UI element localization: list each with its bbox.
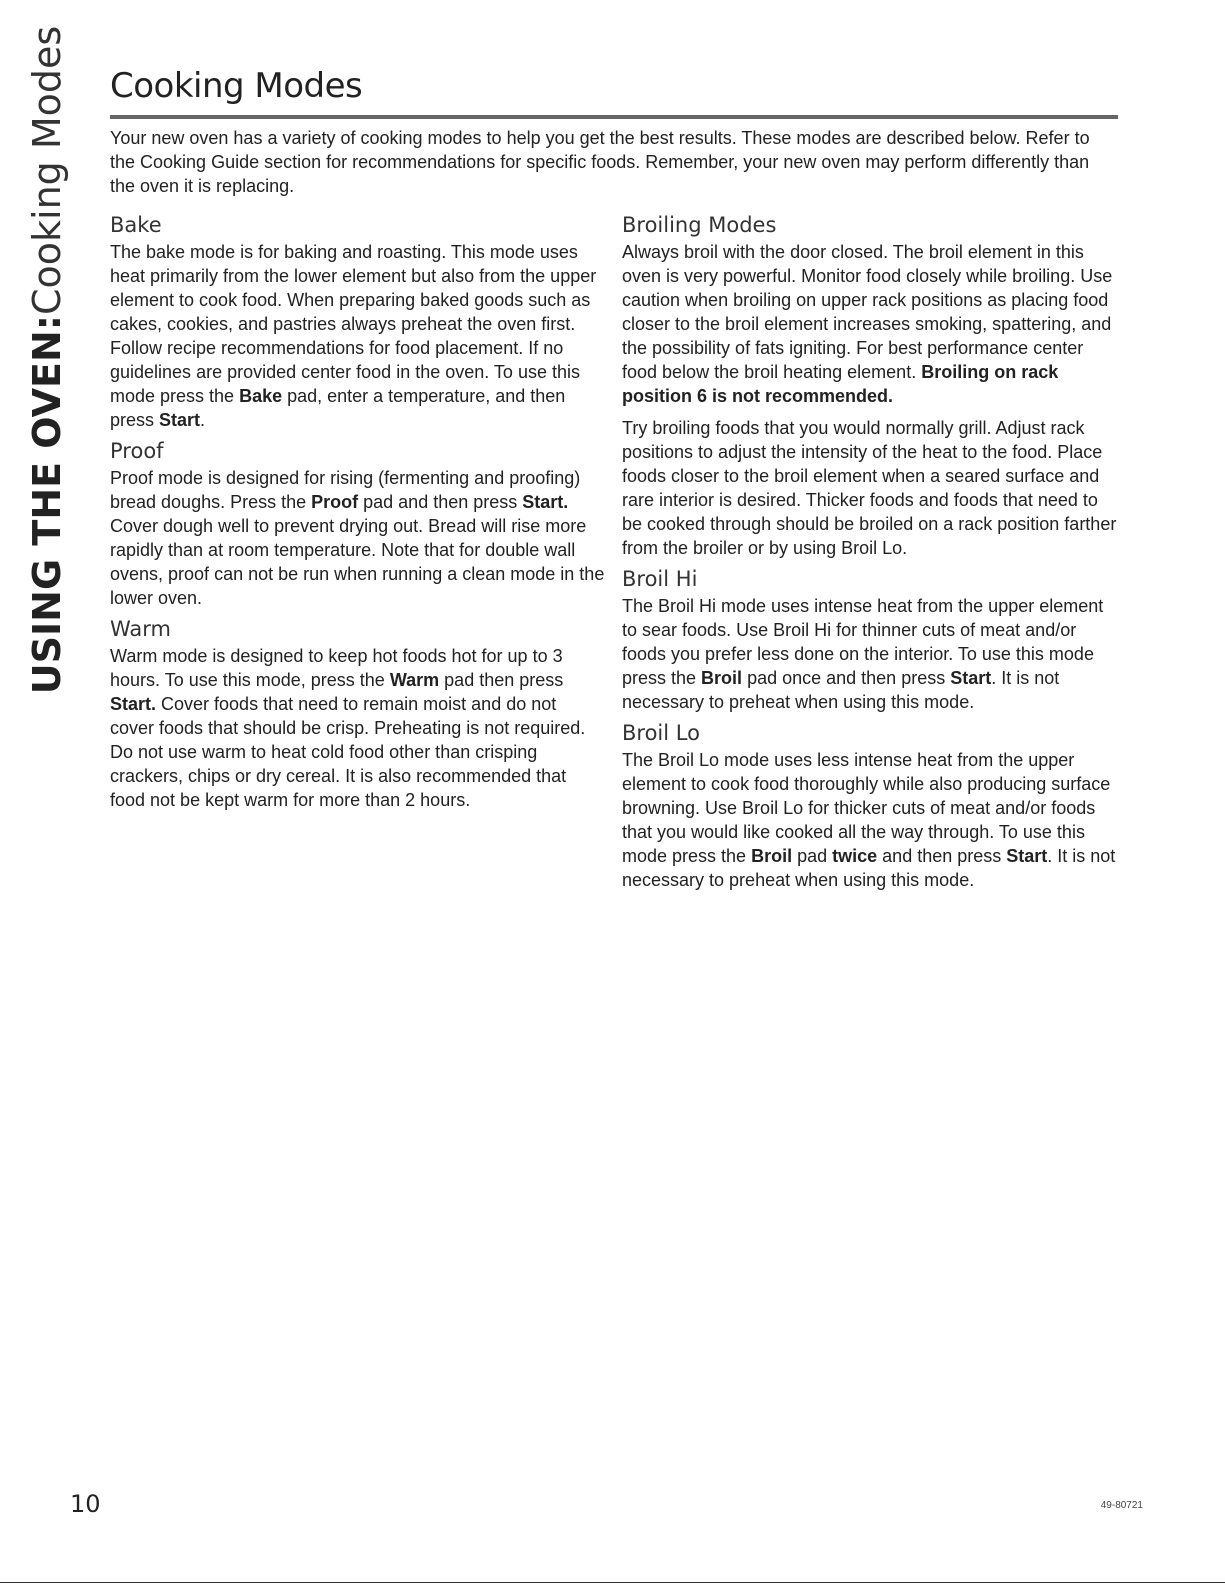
broil-lo-text-2: pad: [792, 846, 833, 866]
warm-heading: Warm: [110, 617, 172, 641]
side-tab-topic: Cooking Modes: [25, 25, 69, 316]
start-pad-label: Start: [950, 668, 992, 688]
broil-hi-text-1: The Broil Hi mode uses intense heat from the upper element to sear foods. Use Broil Hi for thinner cuts of meat and/or foods you prefer less done on the interior. To use this mode press the: [622, 596, 1104, 688]
broil-lo-text-1: The Broil Lo mode uses less intense heat from the upper element to cook food thoroughly while also producing surface browning. Use Broil Lo for thicker cuts of meat and/or foods that you would like cooked all the way through. To use this mode press the: [622, 750, 1111, 866]
start-pad-label: Start: [159, 410, 201, 430]
side-section-tab: [22, 25, 72, 695]
bake-text-3: .: [200, 410, 206, 430]
broil-lo-text-4: . It is not necessary to preheat when using this mode.: [622, 846, 1116, 890]
bake-heading: Bake: [110, 213, 162, 237]
proof-text-3: Cover dough well to prevent drying out. Bread will rise more rapidly than at room temperature. Note that for double wall ovens, proof can not be run when running a clean mode in the lower oven.: [110, 516, 605, 608]
warm-text-1: Warm mode is designed to keep hot foods hot for up to 3 hours. To use this mode, press the: [110, 646, 563, 690]
broil-hi-text-2: pad once and then press: [742, 668, 951, 688]
proof-body: [110, 466, 605, 610]
broiling-warning: Broiling on rack position 6 is not recommended.: [622, 362, 1059, 406]
start-pad-label: Start: [1006, 846, 1048, 866]
warm-section: [110, 614, 605, 812]
page-title: Cooking Modes: [110, 66, 363, 106]
broil-lo-section: [622, 718, 1122, 892]
side-tab-label: [25, 25, 69, 695]
right-column: [622, 210, 1122, 896]
twice-emphasis: twice: [832, 846, 878, 866]
start-pad-label: Start.: [522, 492, 569, 512]
title-underline: [110, 115, 1118, 119]
broiling-modes-heading: Broiling Modes: [622, 213, 777, 237]
broil-lo-body: [622, 748, 1122, 892]
broil-hi-section: [622, 564, 1122, 714]
bake-text-2: pad, enter a temperature, and then press: [110, 386, 566, 430]
broil-pad-label: Broil: [751, 846, 793, 866]
proof-heading: Proof: [110, 439, 164, 463]
broil-lo-text-3: and then press: [877, 846, 1007, 866]
broil-lo-heading: Broil Lo: [622, 721, 700, 745]
proof-text-2: pad and then press: [358, 492, 523, 512]
warm-text-2: pad then press: [439, 670, 564, 690]
bake-pad-label: Bake: [239, 386, 283, 406]
broil-hi-heading: Broil Hi: [622, 567, 698, 591]
broil-hi-text-3: . It is not necessary to preheat when using this mode.: [622, 668, 1060, 712]
page-number: 10: [70, 1490, 101, 1518]
warm-text-3: Cover foods that need to remain moist and do not cover foods that should be crisp. Preheating is not required. Do not use warm to heat cold food other than crisping crackers, chips or dry cereal. It is also recommended that food not be kept warm for more than 2 hours.: [110, 694, 586, 810]
document-code: 49-80721: [1100, 1500, 1143, 1511]
bake-text-1: The bake mode is for baking and roasting. This mode uses heat primarily from the lower element but also from the upper element to cook food. When preparing baked goods such as cakes, cookies, and pastries always preheat the oven first. Follow recipe recommendations for food placement. If no guidelines are provided center food in the oven. To use this mode press the: [110, 242, 597, 406]
bake-body: [110, 240, 605, 432]
broil-pad-label: Broil: [701, 668, 743, 688]
side-tab-section: USING THE OVEN:: [25, 315, 69, 695]
warm-pad-label: Warm: [389, 670, 440, 690]
proof-section: [110, 436, 605, 610]
broiling-text-1: Always broil with the door closed. The broil element in this oven is very powerful. Monitor food closely while broiling. Use caution when broiling on upper rack positions as placing food closer to the broil element increases smoking, spattering, and the possibility of fats igniting. For best performance center food below the broil heating element.: [622, 242, 1113, 382]
warm-body: [110, 644, 605, 812]
broiling-modes-section: [622, 210, 1122, 560]
left-column: [110, 210, 605, 816]
broil-hi-body: [622, 594, 1122, 714]
intro-paragraph: Your new oven has a variety of cooking modes to help you get the best results. These modes are described below. Refer to the Cooking Guide section for recommendations for specific foods. Remember, your new oven may perform differently than the oven it is replacing.: [110, 128, 1090, 196]
proof-pad-label: Proof: [311, 492, 359, 512]
proof-text-1: Proof mode is designed for rising (fermenting and proofing) bread doughs. Press the: [110, 468, 581, 512]
bottom-rule: [0, 1582, 1225, 1583]
start-pad-label: Start.: [110, 694, 157, 714]
broiling-body: [622, 240, 1122, 408]
broiling-tips: Try broiling foods that you would normally grill. Adjust rack positions to adjust the intensity of the heat to the food. Place foods closer to the broil element when a seared surface and rare interior is desired. Thicker foods and foods that need to be cooked through should be broiled on a rack position farther from the broiler or by using Broil Lo.: [622, 418, 1117, 558]
bake-section: [110, 210, 605, 432]
